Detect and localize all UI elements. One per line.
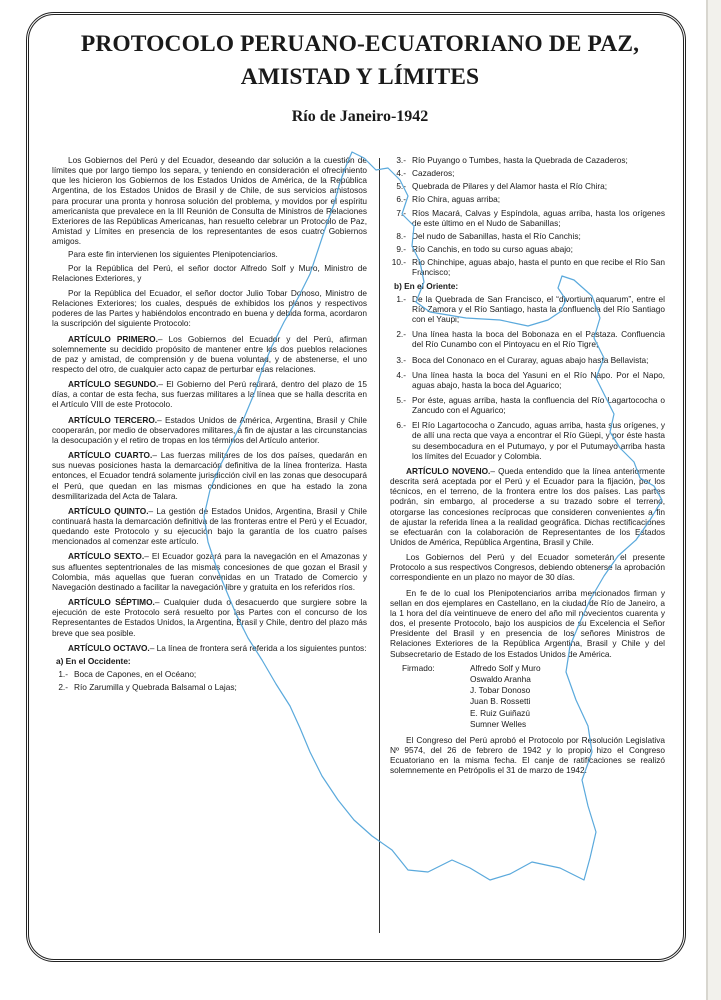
- signatory-list: [462, 663, 665, 730]
- list-item: [390, 208, 665, 228]
- list-item-text: Río Chira, aguas arriba;: [412, 194, 501, 205]
- article-3-text: – Estados Unidos de América, Argentina, Brasil y Chile cooperarán, por medio de observadores militares, a fin de ajustar a las circunstancias la desocupación y el retiro de tropas en los términos del Artículo anterior.: [52, 414, 367, 445]
- signatory-name: Sumner Welles: [470, 718, 527, 729]
- list-item-number: 7.-: [396, 207, 406, 218]
- list-item-text: Quebrada de Pilares y del Alamor hasta el Río Chira;: [412, 181, 608, 192]
- article-7: [52, 597, 367, 638]
- list-item-text: Por éste, aguas arriba, hasta la confluencia del Río Lagartococha o Zancudo con el Aguarico;: [412, 394, 665, 416]
- list-item-number: 4.-: [396, 168, 406, 179]
- list-item: [390, 370, 665, 390]
- article-2-text: – El Gobierno del Perú retirará, dentro del plazo de 15 días, a contar de esta fecha, sus fuerzas militares a la línea que se halla descrita en el Artículo VIII de este Protocolo.: [52, 379, 367, 410]
- article-1-text: – Los Gobiernos del Ecuador y del Perú, afirman solemnemente su decidido propósito de mantener entre los dos pueblos relaciones de paz y amistad, de comprensión y de buena voluntad, y de abstenerse, el uno respecto del otro, de cualquier acto capaz de perturbar esas relaciones.: [52, 333, 367, 374]
- list-item: [390, 231, 665, 241]
- article-4: [52, 450, 367, 501]
- signatory-name: E. Ruiz Guiñazú: [470, 707, 530, 718]
- list-item-text: Boca de Capones, en el Océano;: [74, 669, 197, 680]
- list-item: [390, 155, 665, 165]
- list-item-number: 9.-: [396, 244, 406, 255]
- right-column: [390, 155, 665, 779]
- list-item: [390, 395, 665, 415]
- article-9-title: ARTÍCULO NOVENO.: [406, 465, 491, 476]
- list-item: [390, 194, 665, 204]
- occidente-heading: a) En el Occidente:: [56, 655, 131, 666]
- list-item-text: Cazaderos;: [412, 168, 455, 179]
- list-item-number: 6.-: [396, 420, 406, 431]
- list-item: [390, 257, 665, 277]
- title-line-2: AMISTAD Y LÍMITES: [240, 64, 480, 90]
- oriente-list: [390, 294, 665, 461]
- list-item-number: 2.-: [58, 682, 68, 693]
- list-item-number: 2.-: [396, 329, 406, 340]
- article-1: [52, 334, 367, 375]
- peru-delegate-paragraph: Por la República del Perú, el señor doctor Alfredo Solf y Muro, Ministro de Relaciones Exteriores, y: [52, 262, 367, 283]
- list-item-text: Río Puyango o Tumbes, hasta la Quebrada de Cazaderos;: [412, 155, 628, 165]
- signatures-block: [390, 663, 665, 730]
- ratification-paragraph: El Congreso del Perú aprobó el Protocolo por Resolución Legislativa Nº 9574, del 26 de febrero de 1942 y lo propio hizo el Congreso Ecuatoriano en la misma fecha. El canje de ratificaciones se realizó solemnemente en Petrópolis el 31 de marzo de 1942.: [390, 734, 665, 776]
- list-item-text: Río Chinchipe, aguas abajo, hasta el punto en que recibe el Río San Francisco;: [412, 257, 665, 278]
- article-7-title: ARTÍCULO SÉPTIMO.: [68, 597, 155, 608]
- article-9-text: – Queda entendido que la línea anteriormente descrita será aceptada por el Perú y el Ecuador para la fijación, por los técnicos, en el terreno, de la frontera entre los dos países. Las partes podrán, sin embargo, al procederse a su trazado sobre el terreno, otorgarse las concesiones recíprocas que consideren convenientes a fin de ajustar la referida línea a la realidad geográfica. Dichas rectificaciones se efectuarán con la colaboración de Representantes de los Estados Unidos de América, República Argentina, Brasil y Chile.: [390, 465, 665, 547]
- signatory-name: J. Tobar Donoso: [470, 685, 531, 696]
- article-7-text: – Cualquier duda o desacuerdo que surgiere sobre la ejecución de este Protocolo será resuelto por las Partes con el concurso de los Representantes de Estados Unidos, la Argentina, Brasil y Chile, dentro del plazo más breve que sea posible.: [52, 597, 368, 638]
- signing-paragraph: En fe de lo cual los Plenipotenciarios arriba mencionados firman y sellan en dos ejemplares en Castellano, en la ciudad de Río de Janeiro, a la 1 hora del día veintinueve de enero del año mil novecientos cuarenta y dos, el presente Protocolo, bajo los auspicios de su Excelencia el Señor Presidente del Brasil y en presencia de los señores Ministros de Relaciones Exteriores de la República Argentina, Brasil y Chile y del Subsecretario de Estado de los Estados Unidos de América.: [390, 587, 665, 659]
- list-item: [390, 294, 665, 324]
- list-item-number: 10.-: [391, 257, 406, 268]
- article-8: [52, 643, 367, 653]
- list-item-text: Río Zarumilla y Quebrada Balsamal o Lajas;: [74, 682, 237, 693]
- list-item-text: De la Quebrada de San Francisco, el “divortium aquarum”, entre el Río Zamora y el Río Santiago, hasta la confluencia del Río Santiago con el Yaupi;: [412, 293, 665, 325]
- signatory-name: Juan B. Rossetti: [470, 696, 531, 707]
- list-item-number: 5.-: [396, 181, 406, 192]
- occidente-list: [52, 669, 367, 692]
- list-item-text: El Río Lagartococha o Zancudo, aguas arriba, hasta sus orígenes, y de allí una recta que vaya a encontrar el Río Güepi, y por éste hasta su desembocadura en el Putumayo, y por el Putumayo arriba hasta los límites del Ecuador y Colombia.: [412, 420, 665, 461]
- signatory-name: Alfredo Solf y Muro: [470, 662, 541, 673]
- list-item-number: 6.-: [396, 194, 406, 205]
- intro-paragraph: Los Gobiernos del Perú y del Ecuador, deseando dar solución a la cuestión de límites que por largo tiempo los separa, y teniendo en consideración el ofrecimiento que les hicieron los Gobiernos de los Estados Unidos de América, de la República Argentina, de los Estados Unidos de Brasil y de Chile, de sus servicios amistosos para procurar una pronta y honrosa solución del problema, y movidos por el espíritu americanista que prevalece en la III Reunión de Consulta de Ministros de Relaciones Exteriores de las Repúblicas Americanas, han resuelto celebrar un Protocolo de Paz, Amistad y Límites en presencia de los representantes de esos cuatro Gobiernos amigos.: [52, 155, 367, 247]
- article-2-title: ARTÍCULO SEGUNDO.: [68, 379, 159, 390]
- list-item: [52, 682, 367, 692]
- list-item-number: 1.-: [396, 293, 406, 304]
- list-item: [390, 168, 665, 178]
- article-3-title: ARTÍCULO TERCERO.: [68, 414, 158, 425]
- article-4-title: ARTÍCULO CUARTO.: [68, 450, 153, 461]
- signatory-name: Oswaldo Aranha: [470, 673, 531, 684]
- list-item: [390, 329, 665, 349]
- list-item-number: 1.-: [58, 669, 68, 680]
- article-6-title: ARTÍCULO SEXTO.: [68, 551, 145, 562]
- article-8-text: – La línea de frontera será referida a los siguientes puntos:: [149, 642, 367, 653]
- article-2: [52, 379, 367, 409]
- oriente-heading: b) En el Oriente:: [394, 280, 459, 291]
- submission-paragraph: Los Gobiernos del Perú y del Ecuador someterán el presente Protocolo a sus respectivos Congresos, debiendo obtenerse la aprobación correspondiente en un plazo no mayor de 30 días.: [390, 552, 665, 583]
- article-5-title: ARTÍCULO QUINTO.: [68, 505, 149, 516]
- list-item-text: Una línea hasta la boca del Yasuni en el Río Napo. Por el Napo, aguas abajo, hasta la boca del Aguarico;: [412, 369, 665, 390]
- list-item-text: Ríos Macará, Calvas y Espíndola, aguas arriba, hasta los orígenes de este último en el Nudo de Sabanillas;: [412, 207, 665, 228]
- article-5: [52, 506, 367, 547]
- occidente-list-continued: [390, 155, 665, 278]
- firmado-label: Firmado:: [402, 662, 435, 673]
- list-item-number: 8.-: [396, 230, 406, 241]
- article-9: [390, 466, 665, 547]
- list-item-number: 3.-: [396, 354, 406, 365]
- column-divider: [379, 158, 380, 933]
- document-subtitle: Río de Janeiro-1942: [291, 108, 429, 125]
- list-item-text: Boca del Cononaco en el Curaray, aguas abajo hasta Bellavista;: [412, 354, 649, 365]
- list-item-number: 4.-: [396, 369, 406, 380]
- ecuador-delegate-paragraph: Por la República del Ecuador, el señor doctor Julio Tobar Donoso, Ministro de Relaciones Exteriores; los cuales, después de exhibidos los planos y respectivos poderes de las Partes y habiéndolos encontrado en buena y debida forma, acordaron la suscripción del siguiente Protocolo:: [52, 287, 367, 329]
- list-item: [390, 181, 665, 191]
- article-1-title: ARTÍCULO PRIMERO.: [68, 333, 158, 344]
- list-item: [390, 420, 665, 461]
- plenipotentiaries-paragraph: Para este fin intervienen los siguientes Plenipotenciarios.: [68, 249, 278, 260]
- list-item-text: Una línea hasta la boca del Bobonaza en el Pastaza. Confluencia del Río Cunambo con el Pintoyacu en el Río Tigre;: [412, 329, 665, 350]
- list-item: [52, 669, 367, 679]
- article-6-text: – El Ecuador gozará para la navegación en el Amazonas y sus afluentes septentrionales de las mismas concesiones de que gozan el Brasil y Colombia, más aquellas que fueran convenidas en un Tratado de Comercio y Navegación destinado a facilitar la navegación libre y gratuita en los referidos ríos.: [52, 551, 367, 592]
- article-3: [52, 415, 367, 445]
- list-item: [390, 355, 665, 365]
- article-6: [52, 551, 367, 592]
- list-item-text: Del nudo de Sabanillas, hasta el Río Canchis;: [412, 230, 581, 241]
- list-item: [390, 244, 665, 254]
- list-item-number: 5.-: [396, 394, 406, 405]
- article-8-title: ARTÍCULO OCTAVO.: [68, 642, 150, 653]
- article-5-text: – La gestión de Estados Unidos, Argentina, Brasil y Chile continuará hasta la demarcación definitiva de las fronteras entre el Perú y el Ecuador, quedando este Protocolo y su ejecución bajo la garantía de los cuatro países mencionados al comenzar este artículo.: [52, 505, 367, 547]
- document-title: [40, 28, 680, 94]
- list-item-text: Río Canchis, en todo su curso aguas abajo;: [412, 244, 573, 255]
- left-column: [52, 155, 367, 695]
- list-item-number: 3.-: [396, 155, 406, 165]
- article-4-text: – Las fuerzas militares de los dos países, quedarán en sus nuevas posiciones hasta la demarcación definitiva de la línea fronteriza. Hasta entonces, el Ecuador tendrá solamente jurisdicción civil en las zonas que desocupará el Perú, que quedan en las mismas condiciones en que ha estado la zona desmilitarizada del Acta de Talara.: [52, 450, 367, 501]
- title-line-1: PROTOCOLO PERUANO-ECUATORIANO DE PAZ,: [80, 31, 640, 57]
